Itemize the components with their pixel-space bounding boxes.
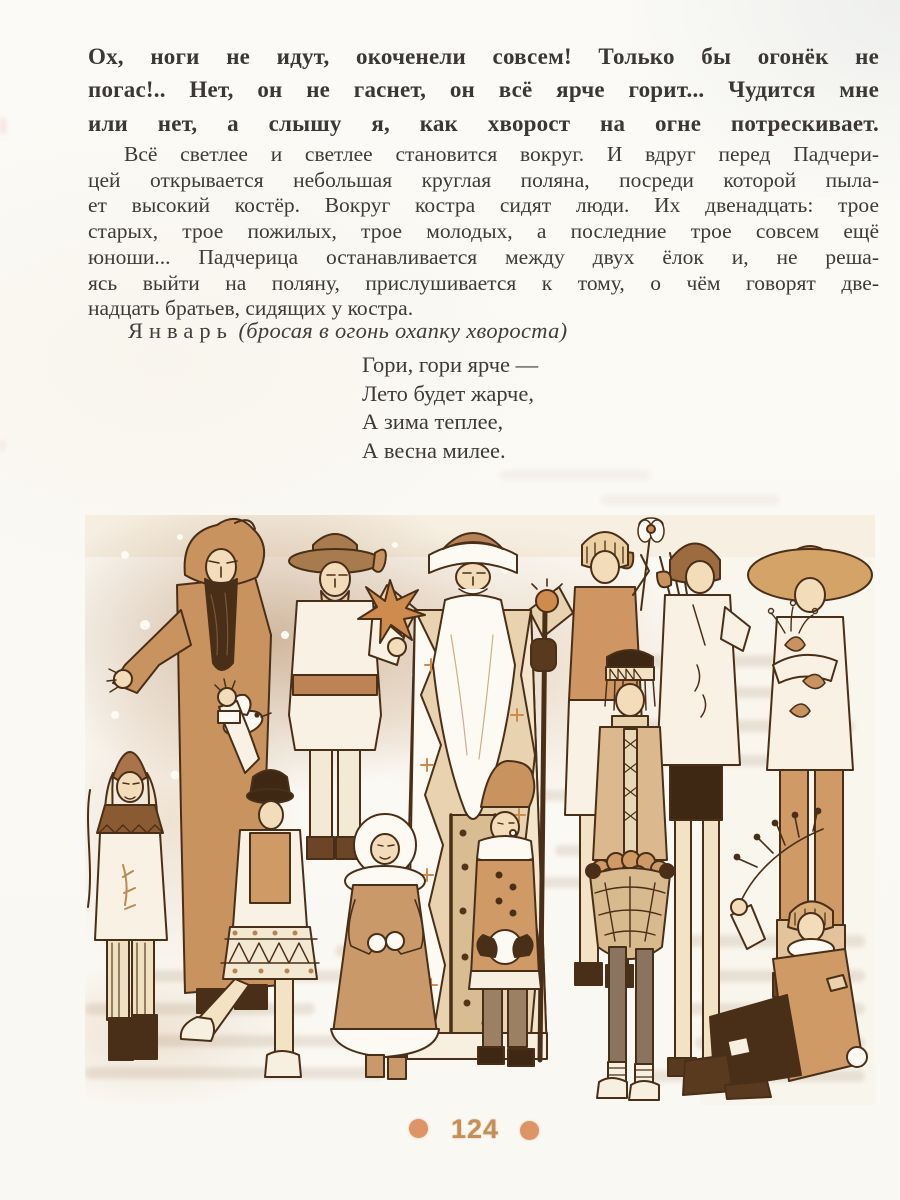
stage-line: [128, 318, 567, 344]
text-line: ясь выйти на поляну, прислушивается к тому, о чём говорят две-: [88, 270, 879, 295]
page-number: 124: [450, 1114, 500, 1144]
twelve-months-illustration: [85, 515, 875, 1105]
text-line: надцать братьев, сидящих у костра.: [88, 296, 414, 321]
ink-bleed-artifact: [600, 495, 780, 505]
text-line: старых, трое пожилых, трое молодых, а последние трое совсем ещё: [88, 219, 879, 244]
text-line: юноши... Падчерица останавливается между двух ёлок и, не реша-: [88, 244, 879, 269]
text-line: ет высокий костёр. Вокруг костра сидят люди. Их двенадцать: трое: [88, 193, 879, 218]
poem-line: Лето будет жарче,: [362, 380, 534, 406]
text-line: Всё светлее и светлее становится вокруг. И вдруг перед Падчери-: [124, 142, 879, 166]
page-edge-smudge: [0, 118, 6, 134]
poem-quatrain: [362, 351, 538, 465]
footer-ornament-dot-left: [409, 1119, 428, 1138]
text-line: Ох, ноги не идут, окоченели совсем! Только бы огонёк не: [88, 44, 879, 69]
speaker-name: Январь: [128, 318, 233, 343]
text-line: погас!.. Нет, он не гаснет, он всё ярче горит... Чудится мне: [88, 77, 879, 103]
text-line: или нет, а слышу я, как хворост на огне потрескивает.: [88, 110, 879, 136]
dialogue-paragraph-bold: [88, 40, 879, 140]
ink-bleed-artifact: [500, 470, 650, 480]
page-edge-smudge: [0, 440, 5, 452]
text-line: цей открывается небольшая круглая поляна, посреди которой пыла-: [88, 167, 879, 192]
narration-paragraph: [88, 142, 879, 322]
footer-ornament-dot-right: [520, 1121, 539, 1140]
poem-line: Гори, гори ярче —: [362, 352, 539, 377]
poem-line: А зима теплее,: [362, 409, 504, 435]
poem-line: А весна милее.: [362, 437, 506, 463]
stage-direction: (бросая в огонь охапку хвороста): [238, 318, 568, 343]
